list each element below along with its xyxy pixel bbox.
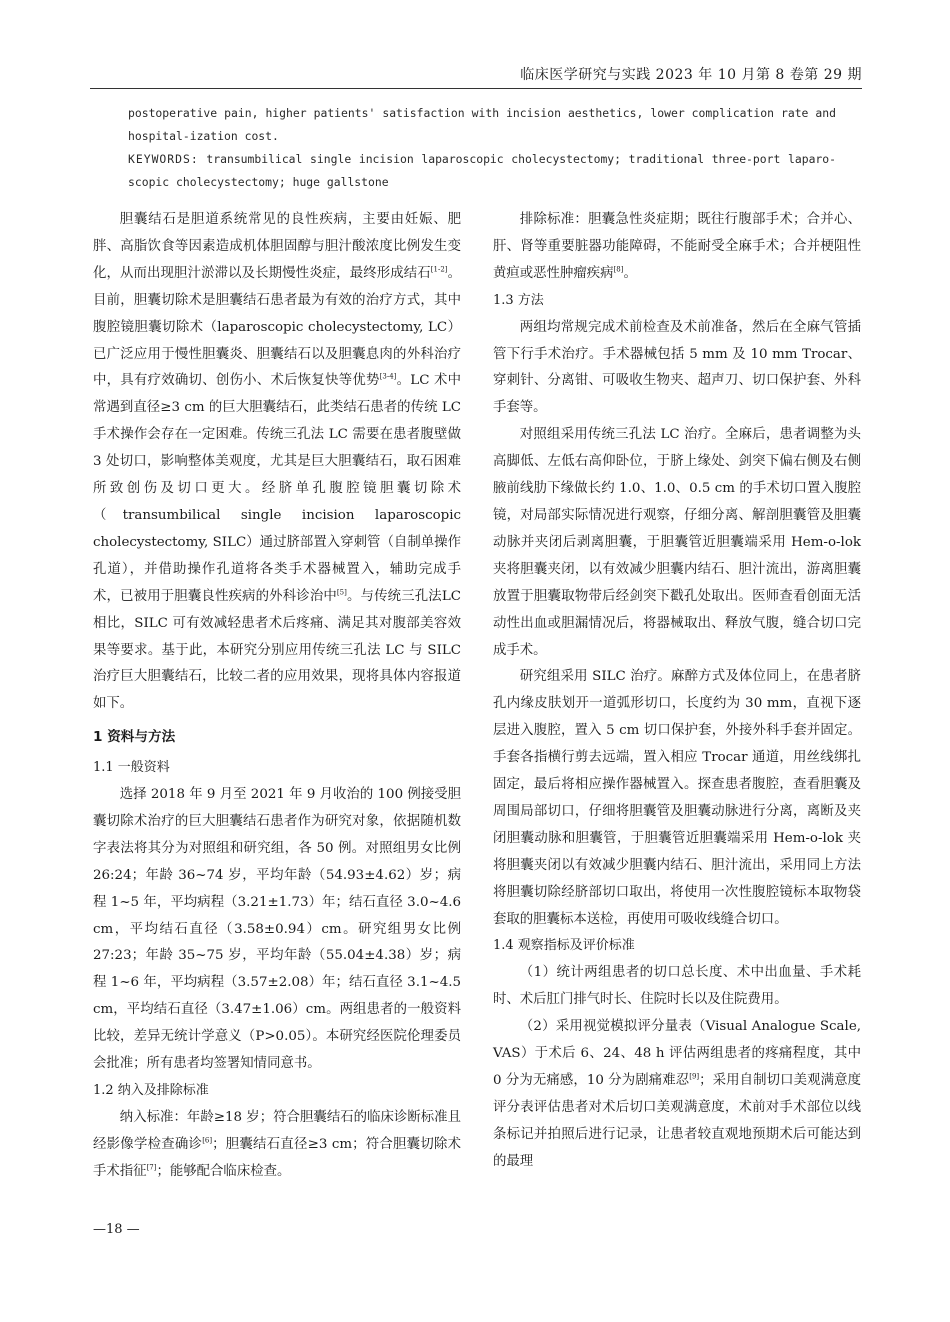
exclusion-paragraph: 排除标准：胆囊急性炎症期；既往行腹部手术；合并心、肝、肾等重要脏器功能障碍，不能耐受全麻手术；合并梗阻性黄疸或恶性肿瘤疾病[8]。	[493, 212, 861, 281]
general-data-paragraph: 选择 2018 年 9 月至 2021 年 9 月收治的 100 例接受胆囊切除术治疗的巨大胆囊结石患者作为研究对象，依据随机数字表法将其分为对照组和研究组，各 50 例。对照组男女比例 26:24；年龄 36~74 岁，平均年龄（54.93±4.62）岁；病程 1~5 年，平均病程（3.21±1.73）年；结石直径 3.0~4.6 cm，平均结石直径（3.58±0.94）cm。研究组男女比例 27:23；年龄 35~75 岁，平均年龄（55.04±4.38）岁；病程 1~6 年，平均病程（3.57±2.08）年；结石直径 3.1~4.5 cm，平均结石直径（3.47±1.06）cm。两组患者的一般资料比较，差异无统计学意义（P>0.05）。本研究经医院伦理委员会批准；所有患者均签署知情同意书。	[93, 787, 461, 1072]
inclusion-paragraph: 纳入标准：年龄≥18 岁；符合胆囊结石的临床诊断标准且经影像学检查确诊[6]；胆囊结石直径≥3 cm；符合胆囊切除术手术指征[7]；能够配合临床检查。	[93, 1109, 462, 1179]
subsection-heading: 1.3 方法	[493, 292, 544, 308]
running-header	[90, 60, 862, 89]
keywords-line	[128, 148, 836, 194]
citation: [5]	[336, 588, 347, 597]
citation: [1-2]	[430, 265, 448, 274]
citation: [8]	[613, 265, 624, 274]
right-column	[493, 207, 861, 1176]
citation: [7]	[146, 1163, 157, 1172]
citation: [3-4]	[379, 372, 397, 381]
indicator-paragraph-1: （1）统计两组患者的切口总长度、术中出血量、手术耗时、术后肛门排气时长、住院时长以及住院费用。	[493, 965, 861, 1008]
abstract-tail	[128, 102, 836, 194]
indicator-paragraph-2: （2）采用视觉模拟评分量表（Visual Analogue Scale, VAS）于术后 6、24、48 h 评估两组患者的疼痛程度，其中 0 分为无痛感，10 分为剧痛难忍[9]；采用自制切口美观满意度评分表评估患者对术后切口美观满意度，术前对手术部位以线条标记并拍照后进行记录，让患者较直观地预期术后可能达到的最理	[493, 1019, 861, 1169]
subsection-heading: 1.4 观察指标及评价标准	[493, 938, 635, 954]
keywords-text: transumbilical single incision laparoscopic cholecystectomy; traditional three-port laparo-scopic cholecystectomy; huge gallstone	[128, 152, 836, 189]
page-number: —18 —	[93, 1222, 140, 1237]
abstract-tail-text: postoperative pain, higher patients' satisfaction with incision aesthetics, lower complication rate and hospital-ization cost.	[128, 106, 836, 143]
subsection-heading: 1.1 一般资料	[93, 760, 170, 776]
control-group-paragraph: 对照组采用传统三孔法 LC 治疗。全麻后，患者调整为头高脚低、左低右高仰卧位，于脐上缘处、剑突下偏右侧及右侧腋前线肋下缘做长约 1.0、1.0、0.5 cm 的手术切口置入腹腔镜，对局部实际情况进行观察，仔细分离、解剖胆囊管及胆囊动脉并夹闭后剥离胆囊，于胆囊管近胆囊端采用 Hem-o-lok 夹将胆囊夹闭，以有效减少胆囊内结石、胆汁流出，游离胆囊放置于胆囊取物带后经剑突下戳孔处取出。医师查看创面无活动性出血或胆漏情况后，将器械取出、释放气腹，缝合切口完成手术。	[493, 427, 861, 658]
citation: [6]	[202, 1136, 213, 1145]
section-heading: 1 资料与方法	[93, 729, 176, 746]
journal-title: 临床医学研究与实践 2023 年 10 月第 8 卷第 29 期	[520, 67, 862, 83]
subsection-heading: 1.2 纳入及排除标准	[93, 1083, 209, 1098]
study-group-paragraph: 研究组采用 SILC 治疗。麻醉方式及体位同上，在患者脐孔内缘皮肤划开一道弧形切口，长度约为 30 mm，直视下逐层进入腹腔，置入 5 cm 切口保护套，外接外科手套并固定。手套各指横行剪去远端，置入相应 Trocar 通道，用丝线绑扎固定，最后将相应操作器械置入。探查患者腹腔，查看胆囊及周围局部切口，仔细将胆囊管及胆囊动脉进行分离，离断及夹闭胆囊动脉和胆囊管，于胆囊管近胆囊端采用 Hem-o-lok 夹将胆囊夹闭以有效减少胆囊内结石、胆汁流出，采用同上方法将胆囊切除经脐部切口取出，将使用一次性腹腔镜标本取物袋套取的胆囊标本送检，再使用可吸收线缝合切口。	[493, 669, 861, 927]
intro-paragraph: 胆囊结石是胆道系统常见的良性疾病，主要由妊娠、肥胖、高脂饮食等因素造成机体胆固醇与胆汁酸浓度比例发生变化，从而出现胆汁淤滞以及长期慢性炎症，最终形成结石[1-2]。目前，胆囊切除术是胆囊结石患者最为有效的治疗方式，其中腹腔镜胆囊切除术（laparoscopic cholecystectomy, LC）已广泛应用于慢性胆囊炎、胆囊结石以及胆囊息肉的外科治疗中，具有疗效确切、创伤小、术后恢复快等优势[3-4]。LC 术中常遇到直径≥3 cm 的巨大胆囊结石，此类结石患者的传统 LC 手术操作会存在一定困难。传统三孔法 LC 需要在患者腹壁做 3 处切口，影响整体美观度，尤其是巨大胆囊结石，取石困难所致创伤及切口更大。经脐单孔腹腔镜胆囊切除术（transumbilical single incision laparoscopic cholecystectomy, SILC）通过脐部置入穿刺管（自制单操作孔道），并借助操作孔道将各类手术器械置入，辅助完成手术，已被用于胆囊良性疾病的外科诊治中[5]。与传统三孔法LC 相比，SILC 可有效减轻患者术后疼痛、满足其对腹部美容效果等要求。基于此，本研究分别应用传统三孔法 LC 与 SILC 治疗巨大胆囊结石，比较二者的应用效果，现将具体内容报道如下。	[93, 212, 462, 712]
keywords-label: KEYWORDS:	[128, 152, 199, 166]
methods-paragraph: 两组均常规完成术前检查及术前准备，然后在全麻气管插管下行手术治疗。手术器械包括 5 mm 及 10 mm Trocar、穿刺针、分离钳、可吸收生物夹、超声刀、切口保护套、外科手套等。	[493, 319, 861, 416]
citation: [9]	[689, 1072, 700, 1081]
left-column	[93, 207, 461, 1186]
